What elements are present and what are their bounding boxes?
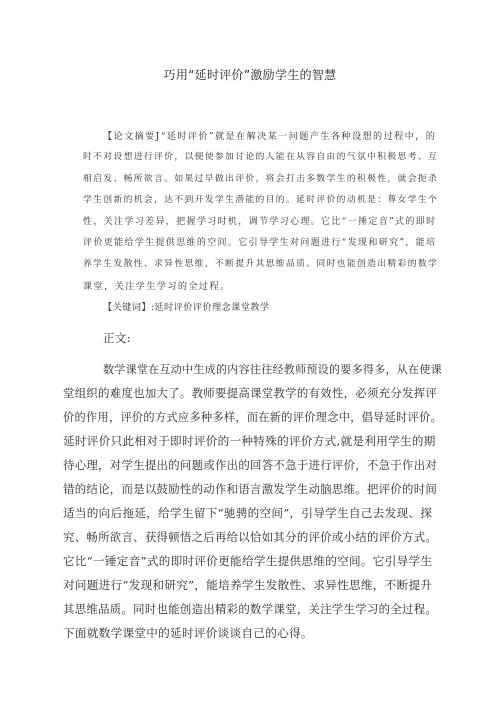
body-line: 价的作用，评价的方式应多种多样，而在新的评价理念中，倡导延时评价。 [63, 411, 443, 424]
body-line: 适当的向后拖延，给学生留下“驰骋的空间”，引导学生自己去发现、探 [63, 506, 433, 520]
abstract-line: 相启发、畅所欲言。如果过早做出评价，将会打击多数学生的积极性，就会扼杀 [83, 174, 439, 184]
body-line: 堂组织的难度也加大了。教师要提高课堂教学的有效性，必须充分发挥评 [63, 386, 438, 400]
abstract-line: 课堂，关注学生学习的全过程。 [83, 281, 231, 292]
body-line: 错的结论，而是以鼓励性的动作和语言激发学生动脑思维。把评价的时间 [63, 482, 438, 496]
abstract-line: 性，关注学习差异，把握学习时机，调节学习心理。它比“一捶定音”式的即时 [83, 217, 437, 227]
abstract-line: 时不对设想进行评价，以便使参加讨论的人能在从容自由的气氛中积极思考、互 [83, 152, 439, 162]
document-title: 巧用“延时评价”激励学生的智慧 [163, 68, 337, 82]
keywords-line: 【关键词】:延时评价评价理念课堂教学 [103, 302, 270, 313]
abstract-line: 评价更能给学生提供思维的空间。它引导学生对问题进行“发现和研究”，能培 [83, 238, 437, 248]
abstract-line: 养学生发散性、求异性思维，不断提升其思维品质。同时也能创造出精彩的数学 [83, 259, 439, 269]
body-label: 正文: [103, 331, 131, 345]
body-line: 下面就数学课堂中的延时评价谈谈自己的心得。 [63, 626, 313, 640]
abstract-line: 【论文摘要J“延时评价”就是在解决某一问题产生各种设想的过程中，的 [103, 131, 437, 142]
body-line: 待心理，对学生提出的问题或作出的回答不急于进行评价，不急于作出对 [63, 458, 438, 472]
body-line: 其思维品质。同时也能创造出精彩的数学课堂，关注学生学习的全过程。 [63, 602, 438, 616]
body-line: 究、畅所欲言、获得顿悟之后再给以恰如其分的评价或小结的评价方式。 [63, 530, 438, 544]
body-line: 它比“一锤定音”式的即时评价更能给学生提供思维的空间。它引导学生 [63, 554, 433, 568]
body-line: 数学课堂在互动中生成的内容往往经教师预设的要多得多，从在使课 [103, 363, 442, 376]
abstract-line: 学生创新的机会，达不到开发学生潜能的目的。延时评价的动机是：尊女学生个 [83, 195, 439, 205]
body-line: 对问题进行“发现和研究”，能培养学生发散性、求异性思维，不断提升 [63, 578, 433, 592]
body-line: 延时评价只此相对于即时评价的一种特殊的评价方式,就是利用学生的期 [63, 434, 436, 448]
